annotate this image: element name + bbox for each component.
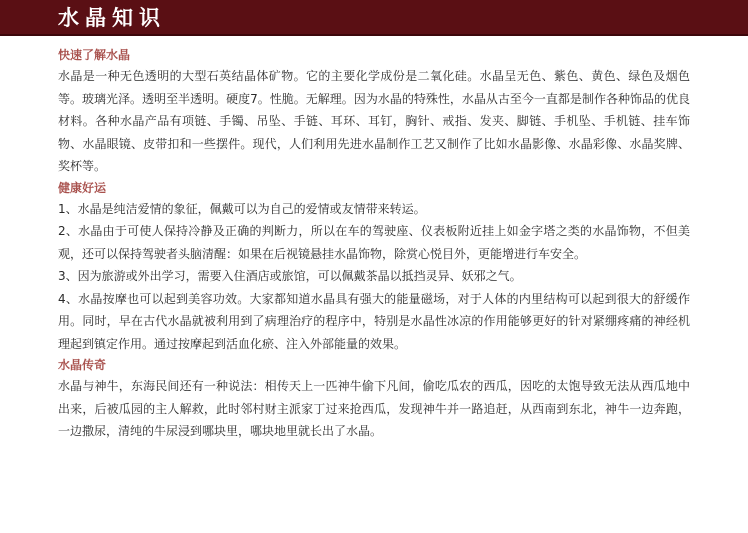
legend-paragraph: 水晶与神牛，东海民间还有一种说法：相传天上一匹神牛偷下凡间，偷吃瓜农的西瓜，因吃的太饱导致无法从西瓜地中出来，后被瓜园的主人解救，此时邻村财主派家丁过来抢西瓜，发现神牛并一路追赶，从西南到东北，神牛一边奔跑，一边撒尿，清纯的牛尿浸到哪块里，哪块地里就长出了水晶。	[58, 379, 690, 438]
health-item-2: 2、水晶由于可使人保持冷静及正确的判断力，所以在车的驾驶座、仪表板附近挂上如金字塔之类的水晶饰物，不但美观，还可以保持驾驶者头脑清醒：如果在后视镜悬挂水晶饰物，除赏心悦目外，更能增进行车安全。	[58, 224, 690, 261]
section-title-legend: 水晶传奇	[58, 358, 107, 372]
health-item-1: 1、水晶是纯洁爱情的象征，佩戴可以为自己的爱情或友情带来转运。	[58, 201, 426, 216]
article-body	[0, 36, 748, 443]
page-header	[0, 0, 748, 36]
page-title: 水晶知识	[58, 6, 166, 30]
health-item-3: 3、因为旅游或外出学习，需要入住酒店或旅馆，可以佩戴茶晶以抵挡灵异、妖邪之气。	[58, 269, 522, 283]
section-title-health: 健康好运	[58, 180, 107, 195]
section-title-intro: 快速了解水晶	[58, 48, 131, 62]
health-item-4: 4、水晶按摩也可以起到美容功效。大家都知道水晶具有强大的能量磁场，对于人体的内里结构可以起到很大的舒缓作用。同时，早在古代水晶就被利用到了病理治疗的程序中，特别是水晶性冰凉的作用能够更好的针对紧绷疼痛的神经机理起到镇定作用。通过按摩起到活血化瘀、注入外部能量的效果。	[58, 291, 690, 351]
intro-paragraph: 水晶是一种无色透明的大型石英结晶体矿物。它的主要化学成份是二氧化硅。水晶呈无色、紫色、黄色、绿色及烟色等。玻璃光泽。透明至半透明。硬度7。性脆。无解理。因为水晶的特殊性，水晶从古至今一直都是制作各种饰品的优良材料。各种水晶产品有项链、手镯、吊坠、手链、耳环、耳钉，胸针、戒指、发夹、脚链、手机坠、手机链、挂车饰物、水晶眼镜、皮带扣和一些摆件。现代，人们利用先进水晶制作工艺又制作了比如水晶影像、水晶彩像、水晶奖牌、奖杯等。	[58, 69, 690, 173]
